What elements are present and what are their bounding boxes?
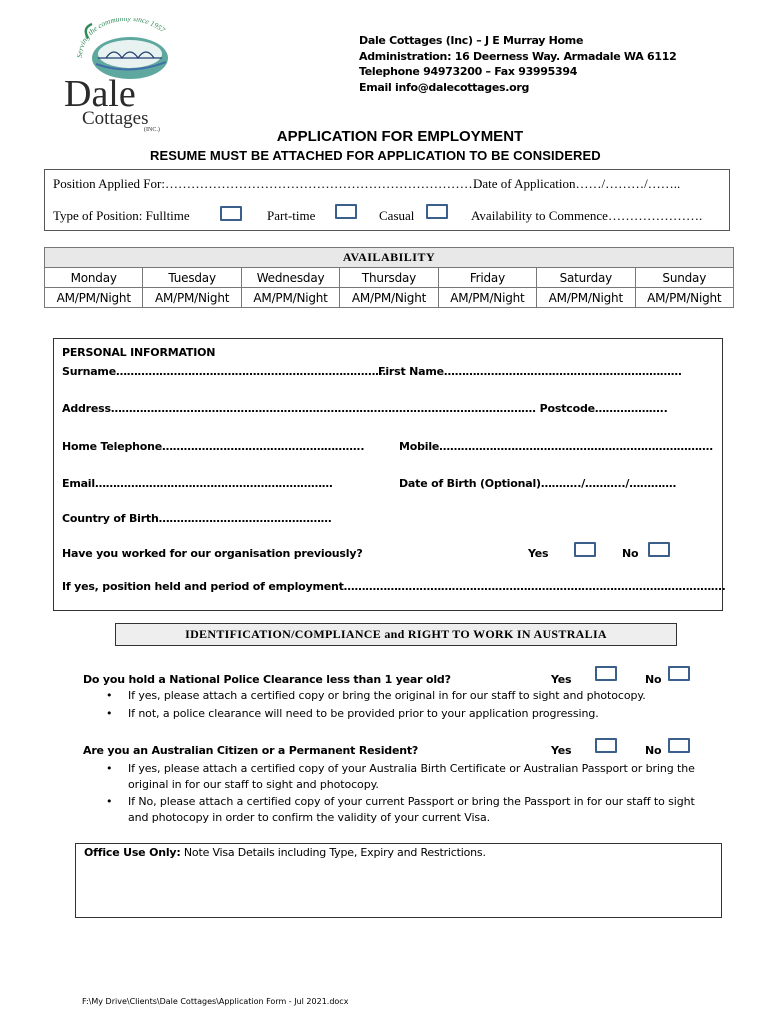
citizen-yes-label: Yes — [551, 744, 572, 757]
slot-saturday[interactable]: AM/PM/Night — [537, 288, 635, 308]
slot-monday[interactable]: AM/PM/Night — [45, 288, 143, 308]
position-held-field[interactable]: If yes, position held and period of employment……………………………………………………………………………………………. — [62, 580, 726, 593]
type-of-position-label: Type of Position: Fulltime — [53, 208, 190, 223]
position-section — [44, 169, 730, 231]
casual-checkbox[interactable] — [426, 204, 448, 219]
part-time-label: Part-time — [267, 208, 316, 223]
home-telephone-field[interactable]: Home Telephone……………………………………………….. — [62, 440, 365, 453]
day-thursday: Thursday — [340, 268, 438, 288]
day-sunday: Sunday — [635, 268, 733, 288]
day-tuesday: Tuesday — [143, 268, 241, 288]
availability-heading: AVAILABILITY — [45, 248, 734, 268]
day-monday: Monday — [45, 268, 143, 288]
contact-block — [359, 33, 676, 95]
casual-label: Casual — [379, 208, 415, 223]
worked-before-yes-label: Yes — [528, 547, 549, 560]
citizen-no-label: No — [645, 744, 662, 757]
country-of-birth-field[interactable]: Country of Birth………………………………………… — [62, 512, 332, 525]
citizen-question: Are you an Australian Citizen or a Permanent Resident? — [83, 744, 419, 757]
police-clearance-no-checkbox[interactable] — [668, 666, 690, 681]
worked-before-question: Have you worked for our organisation previously? — [62, 547, 363, 560]
citizen-notes — [106, 761, 718, 826]
fulltime-checkbox[interactable] — [220, 206, 242, 221]
part-time-checkbox[interactable] — [335, 204, 357, 219]
compliance-heading: IDENTIFICATION/COMPLIANCE and RIGHT TO WORK IN AUSTRALIA — [115, 623, 677, 646]
logo-name-line1: Dale — [64, 73, 136, 115]
police-clearance-yes-label: Yes — [551, 673, 572, 686]
police-clearance-yes-checkbox[interactable] — [595, 666, 617, 681]
contact-line-2: Administration: 16 Deerness Way. Armadale WA 6112 — [359, 49, 677, 63]
personal-heading: PERSONAL INFORMATION — [62, 346, 216, 359]
logo-name-line2: Cottages — [82, 108, 149, 129]
form-title: APPLICATION FOR EMPLOYMENT — [276, 128, 524, 145]
form-subtitle: RESUME MUST BE ATTACHED FOR APPLICATION TO BE CONSIDERED — [150, 148, 601, 163]
table-row — [45, 268, 734, 288]
first-name-field[interactable]: First Name………………………………………………………… — [378, 365, 682, 378]
contact-line-1: Dale Cottages (Inc) – J E Murray Home — [359, 34, 584, 47]
availability-commence-field[interactable]: Availability to Commence…………………. — [471, 208, 703, 223]
day-friday: Friday — [438, 268, 536, 288]
personal-information-section — [53, 338, 726, 611]
surname-field[interactable]: Surname………………………………………………………………… — [62, 365, 386, 378]
list-item: • If not, a police clearance will need to be provided prior to your application progressing. — [106, 706, 726, 722]
office-use-box[interactable] — [75, 843, 722, 918]
table-row — [45, 288, 734, 308]
contact-line-3: Telephone 94973200 – Fax 93995394 — [359, 65, 578, 78]
office-use-note: Note Visa Details including Type, Expiry and Restrictions. — [180, 846, 486, 859]
mobile-field[interactable]: Mobile…………………………………………………………………. — [399, 440, 714, 453]
citizen-yes-checkbox[interactable] — [595, 738, 617, 753]
slot-thursday[interactable]: AM/PM/Night — [340, 288, 438, 308]
slot-friday[interactable]: AM/PM/Night — [438, 288, 536, 308]
police-clearance-no-label: No — [645, 673, 662, 686]
worked-before-no-checkbox[interactable] — [648, 542, 670, 557]
list-item: • If No, please attach a certified copy of your current Passport or bring the Passport in for our staff to sight and photocopy in order to confirm the validity of your current Visa. — [106, 794, 718, 826]
address-field[interactable]: Address………………………………………………………………………………………………………. Postcode……………….. — [62, 402, 668, 415]
police-clearance-question: Do you hold a National Police Clearance less than 1 year old? — [83, 673, 451, 686]
slot-tuesday[interactable]: AM/PM/Night — [143, 288, 241, 308]
list-item: • If yes, please attach a certified copy or bring the original in for our staff to sight and photocopy. — [106, 688, 726, 704]
police-clearance-notes — [106, 688, 726, 722]
day-wednesday: Wednesday — [241, 268, 339, 288]
slot-wednesday[interactable]: AM/PM/Night — [241, 288, 339, 308]
list-item: • If yes, please attach a certified copy of your Australia Birth Certificate or Australian Passport or bring the original in for our staff to sight and photocopy. — [106, 761, 718, 793]
citizen-no-checkbox[interactable] — [668, 738, 690, 753]
worked-before-no-label: No — [622, 547, 639, 560]
logo-suffix: (INC.) — [144, 127, 160, 133]
position-applied-field[interactable]: Position Applied For:……………………………………………………………… — [53, 176, 477, 191]
dale-cottages-logo — [62, 18, 180, 133]
contact-line-4: Email info@dalecottages.org — [359, 80, 530, 94]
footer-file-path: F:\My Drive\Clients\Dale Cottages\Application Form - Jul 2021.docx — [82, 997, 349, 1006]
availability-table — [44, 247, 734, 308]
date-of-birth-field[interactable]: Date of Birth (Optional)………../………../…………. — [399, 477, 677, 490]
slot-sunday[interactable]: AM/PM/Night — [635, 288, 733, 308]
logo-arc-text: Serving the community since 1957 — [74, 18, 167, 59]
day-saturday: Saturday — [537, 268, 635, 288]
date-of-application-field[interactable]: Date of Application……/………/…….. — [473, 176, 681, 191]
office-use-label: Office Use Only: — [84, 846, 181, 859]
email-field[interactable]: Email………………………………………………………… — [62, 477, 333, 490]
worked-before-yes-checkbox[interactable] — [574, 542, 596, 557]
